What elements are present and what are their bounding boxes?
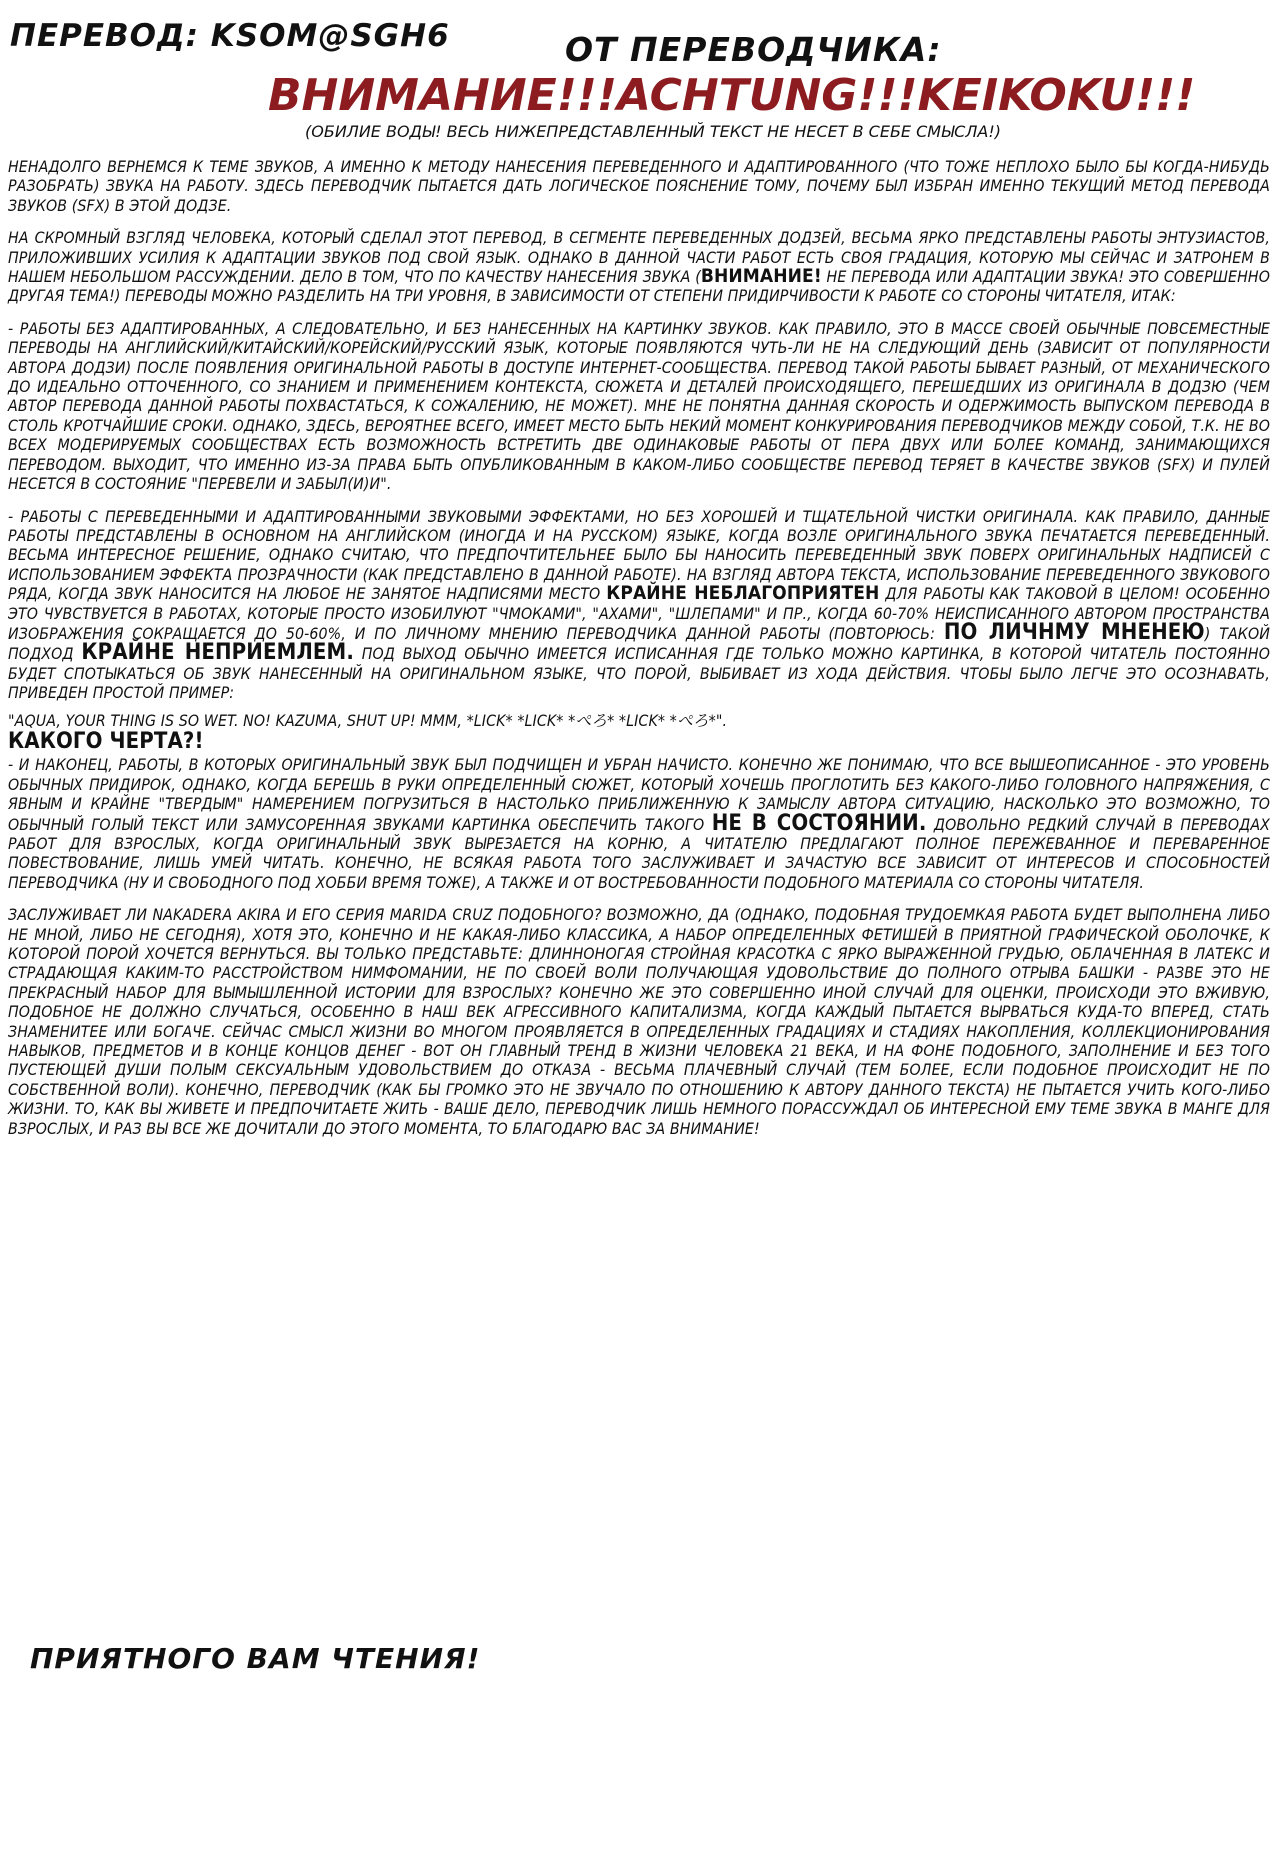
paragraph-conclusion: ЗАСЛУЖИВАЕТ ЛИ NAKADERA AKIRA И ЕГО СЕРИЯ MARIDA CRUZ ПОДОБНОГО? ВОЗМОЖНО, ДА (ОДНАКО, ПОДОБНАЯ ТРУДОЕМКАЯ РАБОТА БУДЕТ ВЫПОЛНЕНА ЛИБО НЕ МНОЙ, ЛИБО НЕ СЕГОДНЯ), ХОТЯ ЭТО, КОНЕЧНО И НЕ КАКАЯ-ЛИБО КЛАССИКА, А НАБОР ОПРЕДЕЛЕННЫХ ФЕТИШЕЙ В ПРИЯТНОЙ ГРАФИЧЕСКОЙ ОБОЛОЧКЕ, К КОТОРОЙ ПОРОЙ ХОЧЕТСЯ ВЕРНУТЬСЯ. ВЫ ТОЛЬКО ПРЕДСТАВЬТЕ: ДЛИННОНОГАЯ СТРОЙНАЯ КРАСОТКА С ЯРКО ВЫРАЖЕННОЙ ГРУДЬЮ, ОБЛАЧЕННАЯ В ЛАТЕКС И СТРАДАЮЩАЯ КАКИМ-ТО РАССТРОЙСТВОМ НИМФОМАНИИ, НЕ ПО СВОЕЙ ВОЛИ ПОЛУЧАЮЩАЯ УДОВОЛЬСТВИЕ ДО ПОЛНОГО ОТРЫВА БАШКИ - РАЗВЕ ЭТО НЕ ПРЕКРАСНЫЙ НАБОР ДЛЯ ВЫМЫШЛЕННОЙ ИСТОРИИ ДЛЯ ВЗРОСЛЫХ? КОНЕЧНО ЖЕ ЭТО СОВЕРШЕННО ИНОЙ СЛУЧАЙ ДЛЯ ОЦЕНКИ, ПРОИСХОДИ ЭТО ВЖИВУЮ, ПОДОБНОЕ НЕ ДОЛЖНО СЛУЧАТЬСЯ, ОСОБЕННО В НАШ ВЕК АГРЕССИВНОГО КАПИТАЛИЗМА, КОГДА КАЖДЫЙ ПЫТАЕТСЯ ВЫРВАТЬСЯ КУДА-ТО ВПЕРЕД, СТАТЬ ЗНАМЕНИТЕЕ ИЛИ БОГАЧЕ. СЕЙЧАС СМЫСЛ ЖИЗНИ ВО МНОГОМ ПРОЯВЛЯЕТСЯ В ОПРЕДЕЛЕННЫХ ГРАДАЦИЯХ И СТАДИЯХ НАКОПЛЕНИЯ, КОЛЛЕКЦИОНИРОВАНИЯ НАВЫКОВ, ПРЕДМЕТОВ И В КОНЦЕ КОНЦОВ ДЕНЕГ - ВОТ ОН ГЛАВНЫЙ ТРЕНД В ЖИЗНИ ЧЕЛОВЕКА 21 ВЕКА, И НА ФОНЕ ПОДОБНОГО, ЗАПОЛНЕНИЕ И БЕЗ ТОГО ПУСТЕЮЩЕЙ ДУШИ ПОЛЫМ СЕКСУАЛЬНЫМ УДОВОЛЬСТВИЕМ ДО ОТКАЗА - ВЕСЬМА ПЛАЧЕВНЫЙ СЛУЧАЙ (ТЕМ БОЛЕЕ, ЕСЛИ ПОДОБНОЕ ПРОИСХОДИТ НЕ ПО СОБСТВЕННОЙ ВОЛИ). КОНЕЧНО, ПЕРЕВОДЧИК (КАК БЫ ГРОМКО ЭТО НЕ ЗВУЧАЛО ПО ОТНОШЕНИЮ К АВТОРУ ДАННОГО ТЕКСТА) НЕ ПЫТАЕТСЯ УЧИТЬ КОГО-ЛИБО ЖИЗНИ. ТО, КАК ВЫ ЖИВЕТЕ И ПРЕДПОЧИТАЕТЕ ЖИТЬ - ВАШЕ ДЕЛО, ПЕРЕВОДЧИК ЛИШЬ НЕМНОГО ПОРАССУЖДАЛ ОБ ИНТЕРЕСНОЙ ЕМУ ТЕМЕ ЗВУКА В МАНГЕ ДЛЯ ВЗРОСЛЫХ, И РАЗ ВЫ ВСЕ ЖЕ ДОЧИТАЛИ ДО ЭТОГО МОМЕНТА, ТО БЛАГОДАРЮ ВАС ЗА ВНИМАНИЕ! xyxy=(8,905,1270,1138)
paragraph-text: НА СКРОМНЫЙ ВЗГЛЯД ЧЕЛОВЕКА, КОТОРЫЙ СДЕЛАЛ ЭТОТ ПЕРЕВОД, В СЕГМЕНТЕ ПЕРЕВЕДЕННЫХ ДОДЗЕЙ, ВЕСЬМА ЯРКО ПРЕДСТАВЛЕНЫ РАБОТЫ ЭНТУЗИАСТОВ, ПРИЛОЖИВШИХ УСИЛИЯ К АДАПТАЦИИ ЗВУКОВ ПОД СВОЙ ЯЗЫК. ОДНАКО В ДАННОЙ ЧАСТИ РАБОТ ЕСТЬ СВОЯ ГРАДАЦИЯ, КОТОРУЮ МЫ СЕЙЧАС И ЗАТРОНЕМ В НАШЕМ НЕБОЛЬШОМ РАССУЖДЕНИИ. ДЕЛО В ТОМ, ЧТО ПО КАЧЕСТВУ НАНЕСЕНИЯ ЗВУКА ( xyxy=(8,228,1270,287)
paragraph-intro: НЕНАДОЛГО ВЕРНЕМСЯ К ТЕМЕ ЗВУКОВ, А ИМЕННО К МЕТОДУ НАНЕСЕНИЯ ПЕРЕВЕДЕННОГО И АДАПТИРОВАННОГО (ЧТО ТОЖЕ НЕПЛОХО БЫЛО БЫ КОГДА-НИБУДЬ РАЗОБРАТЬ) ЗВУКА НА РАБОТУ. ЗДЕСЬ ПЕРЕВОДЧИК ПЫТАЕТСЯ ДАТЬ ЛОГИЧЕСКОЕ ПОЯСНЕНИЕ ТОМУ, ПОЧЕМУ БЫЛ ИЗБРАН ИМЕННО ТЕКУЩИЙ МЕТОД ПЕРЕВОДА ЗВУКОВ (SFX) В ЭТОЙ ДОДЗЕ. xyxy=(8,157,1270,215)
closing-line: ПРИЯТНОГО ВАМ ЧТЕНИЯ! xyxy=(30,1642,481,1675)
paragraph-text: НЕ ПЕРЕВОДА ИЛИ АДАПТАЦИИ ЗВУКА! ЭТО СОВЕРШЕННО ДРУГАЯ ТЕМА!) ПЕРЕВОДЫ МОЖНО РАЗДЕЛИТЬ НА ТРИ УРОВНЯ, В ЗАВИСИМОСТИ ОТ СТЕПЕНИ ПРИДИРЧИВОСТИ К РАБОТЕ СО СТОРОНЫ ЧИТАТЕЛЯ, ИТАК: xyxy=(8,267,1270,306)
emphasis-text: НЕ В СОСТОЯНИИ. xyxy=(711,810,927,836)
example-quote: "AQUA, YOUR THING IS SO WET. NO! KAZUMA, SHUT UP! MMM, *LICK* *LICK* *ぺろ* *LICK* *ぺろ*". xyxy=(8,710,728,730)
emphasis-text: ВНИМАНИЕ! xyxy=(700,265,822,288)
example-reaction: КАКОГО ЧЕРТА?! xyxy=(8,728,204,754)
paragraph-text: - РАБОТЫ С ПЕРЕВЕДЕННЫМИ И АДАПТИРОВАННЫМИ ЗВУКОВЫМИ ЭФФЕКТАМИ, НО БЕЗ ХОРОШЕЙ И ТЩАТЕЛЬНОЙ ЧИСТКИ ОРИГИНАЛА. КАК ПРАВИЛО, ДАННЫЕ РАБОТЫ ПРЕДСТАВЛЕНЫ В ОСНОВНОМ НА АНГЛИЙСКОМ (ИНОГДА И НА РУССКОМ) ЯЗЫКЕ, КОГДА ВОЗЛЕ ОРИГИНАЛЬНОГО ЗВУКА ПЕЧАТАЕТСЯ ПЕРЕВЕДЕННЫЙ. ВЕСЬМА ИНТЕРЕСНОЕ РЕШЕНИЕ, ОДНАКО СЧИТАЮ, ЧТО ПРЕДПОЧТИТЕЛЬНЕЕ БЫЛО БЫ НАНОСИТЬ ПЕРЕВЕДЕННЫЙ ЗВУК ПОВЕРХ ОРИГИНАЛЬНЫХ НАДПИСЕЙ С ИСПОЛЬЗОВАНИЕМ ЭФФЕКТА ПРОЗРАЧНОСТИ (КАК ПРЕДСТАВЛЕНО В ДАННОЙ РАБОТЕ). НА ВЗГЛЯД АВТОРА ТЕКСТА, ИСПОЛЬЗОВАНИЕ ПЕРЕВЕДЕННОГО ЗВУКОВОГО РЯДА, КОГДА ЗВУК НАНОСИТСЯ НА ЛЮБОЕ НЕ ЗАНЯТОЕ НАДПИСЯМИ МЕСТО xyxy=(8,506,1270,604)
paragraph-gradation xyxy=(8,228,1270,306)
paragraph-text: ПОД ВЫХОД ОБЫЧНО ИМЕЕТСЯ ИСПИСАННАЯ ГДЕ ТОЛЬКО МОЖНО КАРТИНКА, В КОТОРОЙ ЧИТАТЕЛЬ ПОСТОЯННО БУДЕТ СПОТЫКАТЬСЯ ОБ ЗВУК НАНЕСЕННЫЙ НА ОРИГИНАЛЬНОМ ЯЗЫКЕ, ЧТО ПОРОЙ, ВЫБИВАЕТ ИЗ ХОДА ДЕЙСТВИЯ. ЧТОБЫ БЫЛО ЛЕГЧЕ ЭТО ОСОЗНАВАТЬ, ПРИВЕДЕН ПРОСТОЙ ПРИМЕР: xyxy=(8,644,1270,703)
note-body xyxy=(8,157,1270,1151)
note-heading: ОТ ПЕРЕВОДЧИКА: xyxy=(565,30,942,69)
translator-credit: ПЕРЕВОД: KSOM@SGH6 xyxy=(10,18,450,54)
paragraph-level-three xyxy=(8,755,1270,892)
emphasis-text: ПО ЛИЧНМУ МНЕНЕЮ xyxy=(943,619,1205,645)
paragraph-text: - И НАКОНЕЦ, РАБОТЫ, В КОТОРЫХ ОРИГИНАЛЬНЫЙ ЗВУК БЫЛ ПОДЧИЩЕН И УБРАН НАЧИСТО. КОНЕЧНО ЖЕ ПОНИМАЮ, ЧТО ВСЕ ВЫШЕОПИСАННОЕ - ЭТО УРОВЕНЬ ОБЫЧНЫХ ПРИДИРОК, ОДНАКО, КОГДА БЕРЕШЬ В РУКИ ОПРЕДЕЛЕННЫЙ СЮЖЕТ, КОТОРЫЙ ХОЧЕШЬ ПРОГЛОТИТЬ БЕЗ КАКОГО-ЛИБО ГОЛОВНОГО НАПРЯЖЕНИЯ, С ЯВНЫМ И КРАЙНЕ "ТВЕРДЫМ" НАМЕРЕНИЕМ ПОГРУЗИТЬСЯ В НАСТОЛЬКО ПРИБЛИЖЕННУЮ К ЗАМЫСЛУ АВТОРА СИТУАЦИЮ, НАСКОЛЬКО ЭТО ВОЗМОЖНО, ТО ОБЫЧНЫЙ ГОЛЫЙ ТЕКСТ ИЛИ ЗАМУСОРЕННАЯ ЗВУКАМИ КАРТИНКА ОБЕСПЕЧИТЬ ТАКОГО xyxy=(8,755,1270,834)
warning-subnote: (ОБИЛИЕ ВОДЫ! ВЕСЬ НИЖЕПРЕДСТАВЛЕННЫЙ ТЕКСТ НЕ НЕСЕТ В СЕБЕ СМЫСЛА!) xyxy=(305,122,1001,141)
emphasis-text: КРАЙНЕ НЕБЛАГОПРИЯТЕН xyxy=(606,582,880,605)
paragraph-text: ДЛЯ РАБОТЫ КАК ТАКОВОЙ В ЦЕЛОМ! ОСОБЕННО ЭТО ЧУВСТВУЕТСЯ В РАБОТАХ, КОТОРЫЕ ПРОСТО ИЗОБИЛУЮТ "ЧМОКАМИ", "АХАМИ", "ШЛЕПАМИ" И ПР., КОГДА 60-70% НЕИСПИСАННОГО АВТОРОМ ПРОСТРАНСТВА ИЗОБРАЖЕНИЯ СОКРАЩАЕТСЯ ДО 50-60%, И ПО ЛИЧНОМУ МНЕНИЮ ПЕРЕВОДЧИКА ДАННОЙ РАБОТЫ (ПОВТОРЮСЬ: xyxy=(8,584,1270,643)
emphasis-text: КРАЙНЕ НЕПРИЕМЛЕМ. xyxy=(81,640,354,666)
paragraph-level-two xyxy=(8,507,1270,703)
paragraph-text: ) ТАКОЙ ПОДХОД xyxy=(8,623,1271,664)
warning-title: ВНИМАНИЕ!!!ACHTUNG!!!KEIKOKU!!! xyxy=(268,70,1196,121)
paragraph-text: ДОВОЛЬНО РЕДКИЙ СЛУЧАЙ В ПЕРЕВОДАХ РАБОТ ДЛЯ ВЗРОСЛЫХ, КОГДА ОРИГИНАЛЬНЫЙ ЗВУК ВЫРЕЗАЕТСЯ НА КОРНЮ, А ЧИТАТЕЛЮ ПРЕДЛАГАЮТ ПОЛНОЕ ПЕРЕЖЕВАННОЕ И ПЕРЕВАРЕННОЕ ПОВЕСТВОВАНИЕ, ЛИШЬ УМЕЙ ЧИТАТЬ. КОНЕЧНО, НЕ ВСЯКАЯ РАБОТА ТОГО ЗАСЛУЖИВАЕТ И ЗАЧАСТУЮ ВСЕ ЗАВИСИТ ОТ ИНТЕРЕСОВ И СПОСОБНОСТЕЙ ПЕРЕВОДЧИКА (НУ И СВОБОДНОГО ПОД ХОББИ ВРЕМЯ ТОЖЕ), А ТАКЖЕ И ОТ ВОСТРЕБОВАННОСТИ ПОДОБНОГО МАТЕРИАЛА СО СТОРОНЫ ЧИТАТЕЛЯ. xyxy=(8,814,1271,892)
paragraph-level-one: - РАБОТЫ БЕЗ АДАПТИРОВАННЫХ, А СЛЕДОВАТЕЛЬНО, И БЕЗ НАНЕСЕННЫХ НА КАРТИНКУ ЗВУКОВ. КАК ПРАВИЛО, ЭТО В МАССЕ СВОЕЙ ОБЫЧНЫЕ ПОВСЕМЕСТНЫЕ ПЕРЕВОДЫ НА АНГЛИЙСКИЙ/КИТАЙСКИЙ/КОРЕЙСКИЙ/РУССКИЙ ЯЗЫК, КОТОРЫЕ ПОЯВЛЯЮТСЯ ЧУТЬ-ЛИ НЕ НА СЛЕДУЮЩИЙ ДЕНЬ (ЗАВИСИТ ОТ ПОПУЛЯРНОСТИ АВТОРА ДОДЗИ) ПОСЛЕ ПОЯВЛЕНИЯ ОРИГИНАЛЬНОЙ РАБОТЫ В ДОСТУПЕ ИНТЕРНЕТ-СООБЩЕСТВА. ПЕРЕВОД ТАКОЙ РАБОТЫ БЫВАЕТ РАЗНЫЙ, ОТ МЕХАНИЧЕСКОГО ДО ИДЕАЛЬНО ОТТОЧЕННОГО, СО ЗНАНИЕМ И ПРИМЕНЕНИЕМ КОНТЕКСТА, СЮЖЕТА И ДЕТАЛЕЙ ПРОИСХОДЯЩЕГО, ПЕРЕШЕДШИХ ИЗ ОРИГИНАЛА В ДОДЗЮ (ЧЕМ АВТОР ПЕРЕВОДА ДАННОЙ РАБОТЫ ПОХВАСТАТЬСЯ, К СОЖАЛЕНИЮ, НЕ МОЖЕТ). МНЕ НЕ ПОНЯТНА ДАННАЯ СКОРОСТЬ И ОДЕРЖИМОСТЬ ВЫПУСКОМ ПЕРЕВОДА В СТОЛЬ КРОТЧАЙШИЕ СРОКИ. ОДНАКО, ЗДЕСЬ, ВЕРОЯТНЕЕ ВСЕГО, ИМЕЕТ МЕСТО БЫТЬ НЕКИЙ МОМЕНТ КОНКУРИРОВАНИЯ ПЕРЕВОДЧИКОВ МЕЖДУ СОБОЙ, Т.К. НЕ ВО ВСЕХ МОДЕРИРУЕМЫХ СООБЩЕСТВАХ ЕСТЬ ВОЗМОЖНОСТЬ ВСТРЕТИТЬ ДВЕ ОДИНАКОВЫЕ РАБОТЫ ОТ ПЕРА ДВУХ ИЛИ БОЛЕЕ КОМАНД, ЗАНИМАЮЩИХСЯ ПЕРЕВОДОМ. ВЫХОДИТ, ЧТО ИМЕННО ИЗ-ЗА ПРАВА БЫТЬ ОПУБЛИКОВАННЫМ В КАКОМ-ЛИБО СООБЩЕСТВЕ ПЕРЕВОД ТЕРЯЕТ В КАЧЕСТВЕ ЗВУКОВ (SFX) И ПУЛЕЙ НЕСЕТСЯ В СОСТОЯНИЕ "ПЕРЕВЕЛИ И ЗАБЫЛ(И)И". xyxy=(8,318,1270,494)
